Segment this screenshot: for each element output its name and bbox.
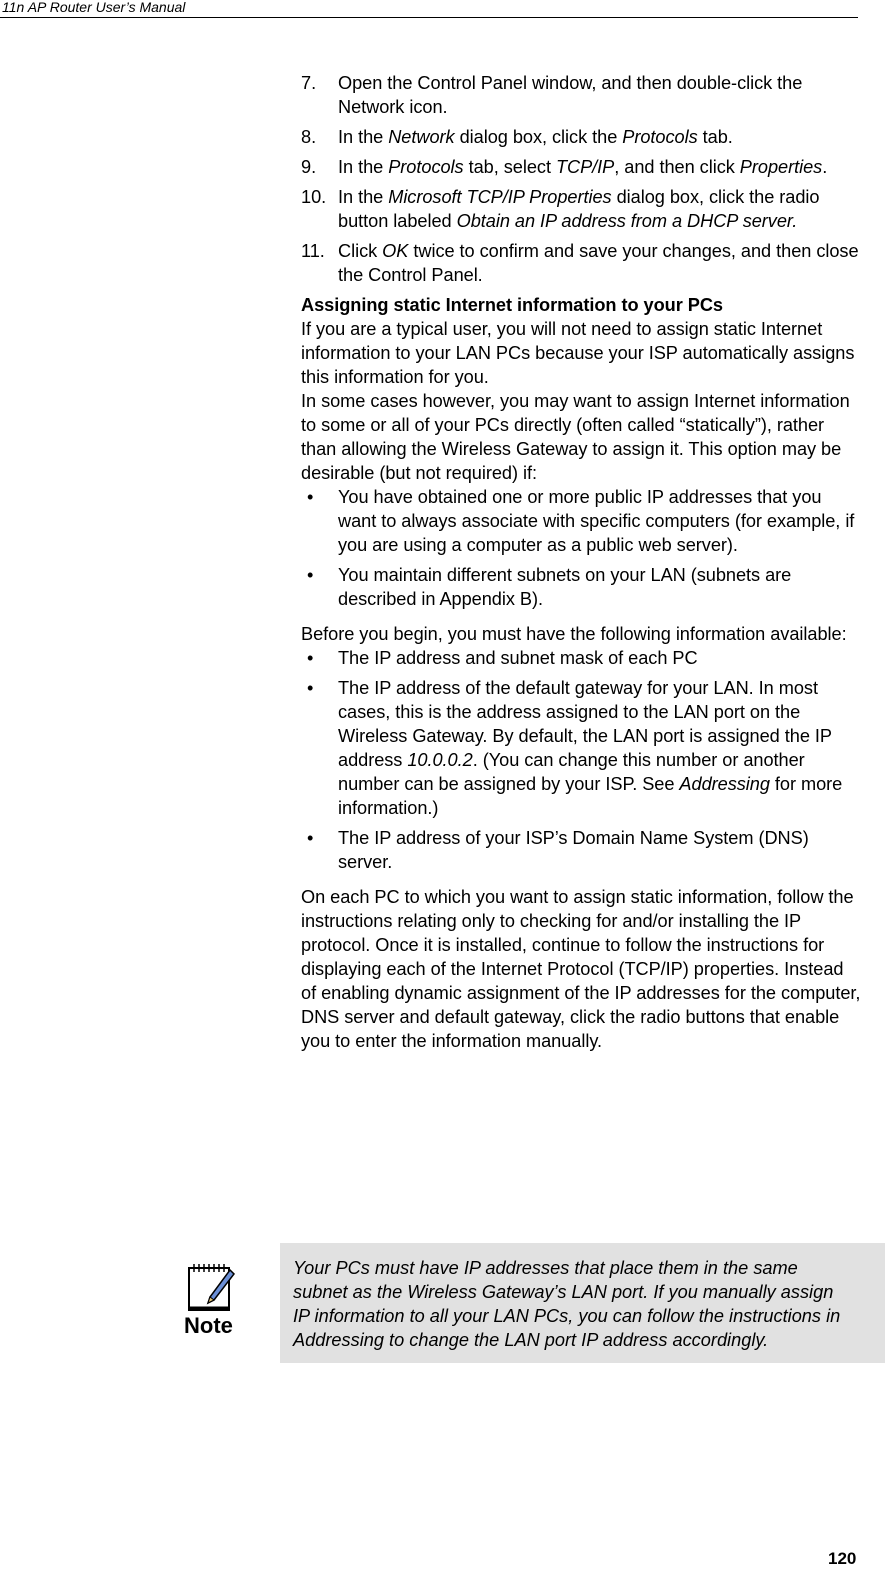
- step-text: Open the Control Panel window, and then double-click the Network icon.: [338, 73, 803, 117]
- manual-title: 11n AP Router User’s Manual: [2, 0, 186, 15]
- step-text: Click: [338, 241, 383, 261]
- step-text: tab, select: [463, 157, 556, 177]
- step-number: 11.: [301, 241, 325, 261]
- step-text-italic: Network: [388, 127, 455, 147]
- step-text-italic: Protocols: [388, 157, 464, 177]
- step-text-italic: Properties: [739, 157, 823, 177]
- step-text: twice to confirm and save your changes, and then close the Control Panel.: [338, 241, 859, 285]
- bullet-item: [301, 563, 861, 611]
- bullet-icon: •: [307, 648, 314, 668]
- bullet-text: The IP address of your ISP’s Domain Name System (DNS) server.: [338, 828, 809, 872]
- bullet-text-italic: 10.0.0.2: [407, 750, 473, 770]
- main-content: [301, 71, 861, 1053]
- bullet-item: [301, 646, 861, 670]
- bullet-icon: •: [307, 678, 314, 698]
- note-line: Your PCs must have IP addresses that place them in the same: [293, 1258, 798, 1278]
- step-text: In the: [338, 157, 389, 177]
- bullet-text: The IP address and subnet mask of each PC: [338, 648, 698, 668]
- header-divider: [0, 17, 858, 18]
- step-number: 7.: [301, 73, 317, 93]
- bullet-item: [301, 485, 861, 557]
- step-8: [301, 125, 861, 149]
- page-number: 120: [828, 1549, 857, 1568]
- step-9: [301, 155, 861, 179]
- step-text: , and then click: [614, 157, 740, 177]
- bullet-text: . (You can change this number or another number can be assigned by your ISP. See: [338, 750, 805, 794]
- section-heading: Assigning static Internet information to your PCs: [301, 295, 723, 315]
- step-10: [301, 185, 861, 233]
- step-text: In the: [338, 127, 389, 147]
- bullet-text: You maintain different subnets on your LAN (subnets are described in Appendix B).: [338, 565, 792, 609]
- note-label: Note: [184, 1313, 233, 1338]
- step-7: [301, 71, 861, 119]
- step-text-italic: Microsoft TCP/IP Properties: [388, 187, 612, 207]
- bullet-item: [301, 826, 861, 874]
- bullet-icon: •: [307, 828, 314, 848]
- paragraph: If you are a typical user, you will not need to assign static Internet information to your LAN PCs because your ISP automatically assigns this information for you.: [301, 319, 855, 387]
- note-line: Addressing to change the LAN port IP address accordingly.: [293, 1330, 769, 1350]
- step-number: 9.: [301, 157, 317, 177]
- note-text: [293, 1256, 895, 1352]
- step-text-italic: OK: [382, 241, 409, 261]
- step-text-italic: TCP/IP: [555, 157, 615, 177]
- bullet-text: You have obtained one or more public IP addresses that you want to always associate with specific computers (for example, if you are using a computer as a public web server).: [338, 487, 855, 555]
- bullet-item: [301, 676, 861, 820]
- bullet-text-italic: Addressing: [679, 774, 770, 794]
- step-number: 10.: [301, 187, 327, 207]
- step-text: dialog box, click the radio button labeled: [338, 187, 820, 231]
- bullet-text: The IP address of the default gateway for your LAN. In most cases, this is the address assigned to the LAN port on the Wireless Gateway. By default, the LAN port is assigned the IP address: [338, 678, 832, 770]
- bullet-text: for more information.): [338, 774, 843, 818]
- step-text: .: [822, 157, 828, 177]
- step-text: dialog box, click the: [454, 127, 623, 147]
- paragraph: In some cases however, you may want to assign Internet information to some or all of your PCs directly (often called “statically”), rather than allowing the Wireless Gateway to assign it. This option may be desirable (but not required) if:: [301, 391, 850, 483]
- step-11: [301, 239, 861, 287]
- step-text: In the: [338, 187, 389, 207]
- note-line: IP information to all your LAN PCs, you can follow the instructions in: [293, 1306, 841, 1326]
- step-text: tab.: [697, 127, 733, 147]
- notepad-pencil-icon: [186, 1262, 236, 1314]
- step-text-italic: Obtain an IP address from a DHCP server.: [456, 211, 798, 231]
- note-line: subnet as the Wireless Gateway’s LAN port. If you manually assign: [293, 1282, 834, 1302]
- step-number: 8.: [301, 127, 317, 147]
- bullet-icon: •: [307, 487, 314, 507]
- paragraph: Before you begin, you must have the following information available:: [301, 624, 847, 644]
- paragraph: On each PC to which you want to assign static information, follow the instructions relating only to checking for and/or installing the IP protocol. Once it is installed, continue to follow the instructions for displaying each of the Internet Protocol (TCP/IP) properties. Instead of enabling dynamic assignment of the IP addresses for the computer, DNS server and default gateway, click the radio buttons that enable you to enter the information manually.: [301, 887, 861, 1051]
- step-text-italic: Protocols: [622, 127, 698, 147]
- bullet-icon: •: [307, 565, 314, 585]
